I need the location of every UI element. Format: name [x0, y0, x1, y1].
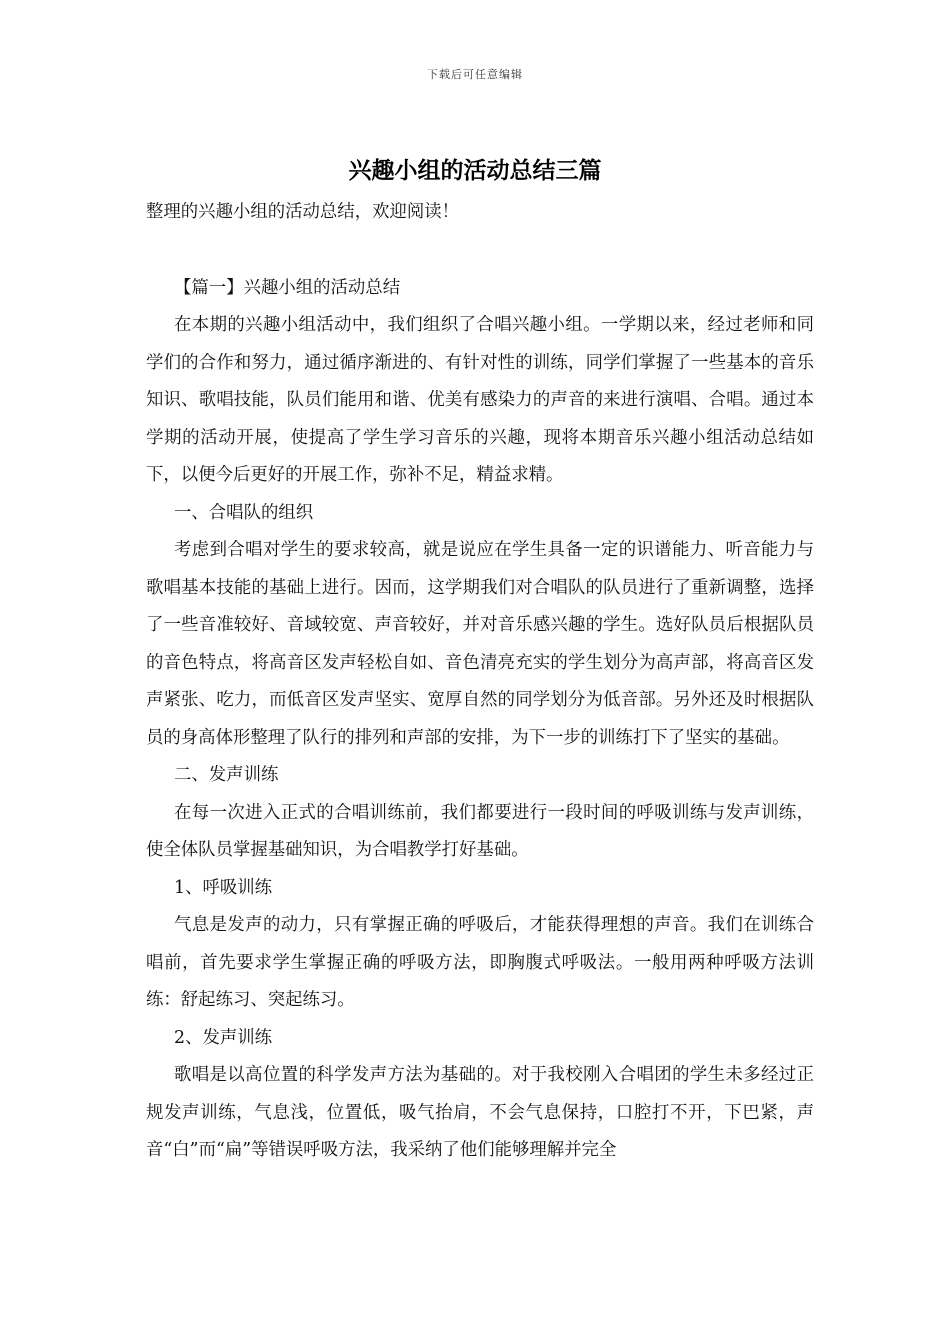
- subheading-voice-training: 2、发声训练: [174, 1027, 273, 1048]
- paragraph-voice-training: 歌唱是以高位置的科学发声方法为基础的。对于我校刚入合唱团的学生未多经过正规发声训练，气息浅，位置低，吸气抬肩，不会气息保持，口腔打不开，下巴紧，声音“白”而“扁”等错误呼吸方法，我采纳了他们能够理解并完全: [146, 1065, 814, 1160]
- paragraph-vocal-training: 在每一次进入正式的合唱训练前，我们都要进行一段时间的呼吸训练与发声训练，使全体队员掌握基础知识，为合唱教学打好基础。: [146, 802, 814, 860]
- document-title: 兴趣小组的活动总结三篇: [348, 157, 602, 184]
- subheading-breathing-training: 1、呼吸训练: [174, 877, 273, 898]
- paragraph-gap: [146, 232, 814, 270]
- document-body: [146, 194, 814, 1170]
- section-heading: 【篇一】兴趣小组的活动总结: [174, 277, 401, 298]
- paragraph-overview: 在本期的兴趣小组活动中，我们组织了合唱兴趣小组。一学期以来，经过老师和同学们的合作和努力，通过循序渐进的、有针对性的训练，同学们掌握了一些基本的音乐知识、歌唱技能，队员们能用和谐、优美有感染力的声音的来进行演唱、合唱。通过本学期的活动开展，使提高了学生学习音乐的兴趣，现将本期音乐兴趣小组活动总结如下，以便今后更好的开展工作，弥补不足，精益求精。: [146, 315, 814, 485]
- intro-paragraph: 整理的兴趣小组的活动总结，欢迎阅读！: [146, 202, 460, 222]
- paragraph-breathing-training: 气息是发声的动力，只有掌握正确的呼吸后，才能获得理想的声音。我们在训练合唱前，首先要求学生掌握正确的呼吸方法，即胸腹式呼吸法。一般用两种呼吸方法训练：舒起练习、突起练习。: [146, 915, 814, 1010]
- paragraph-choir-organization: 考虑到合唱对学生的要求较高，就是说应在学生具备一定的识谱能力、听音能力与歌唱基本技能的基础上进行。因而，这学期我们对合唱队的队员进行了重新调整，选择了一些音准较好、音域较宽、声音较好，并对音乐感兴趣的学生。选好队员后根据队员的音色特点，将高音区发声轻松自如、音色清亮充实的学生划分为高声部，将高音区发声紧张、吃力，而低音区发声坚实、宽厚自然的同学划分为低音部。另外还及时根据队员的身高体形整理了队行的排列和声部的安排，为下一步的训练打下了坚实的基础。: [146, 540, 814, 748]
- subheading-vocal-training: 二、发声训练: [174, 765, 279, 785]
- header-note: 下载后可任意编辑: [427, 68, 523, 81]
- subheading-choir-organization: 一、合唱队的组织: [174, 502, 314, 523]
